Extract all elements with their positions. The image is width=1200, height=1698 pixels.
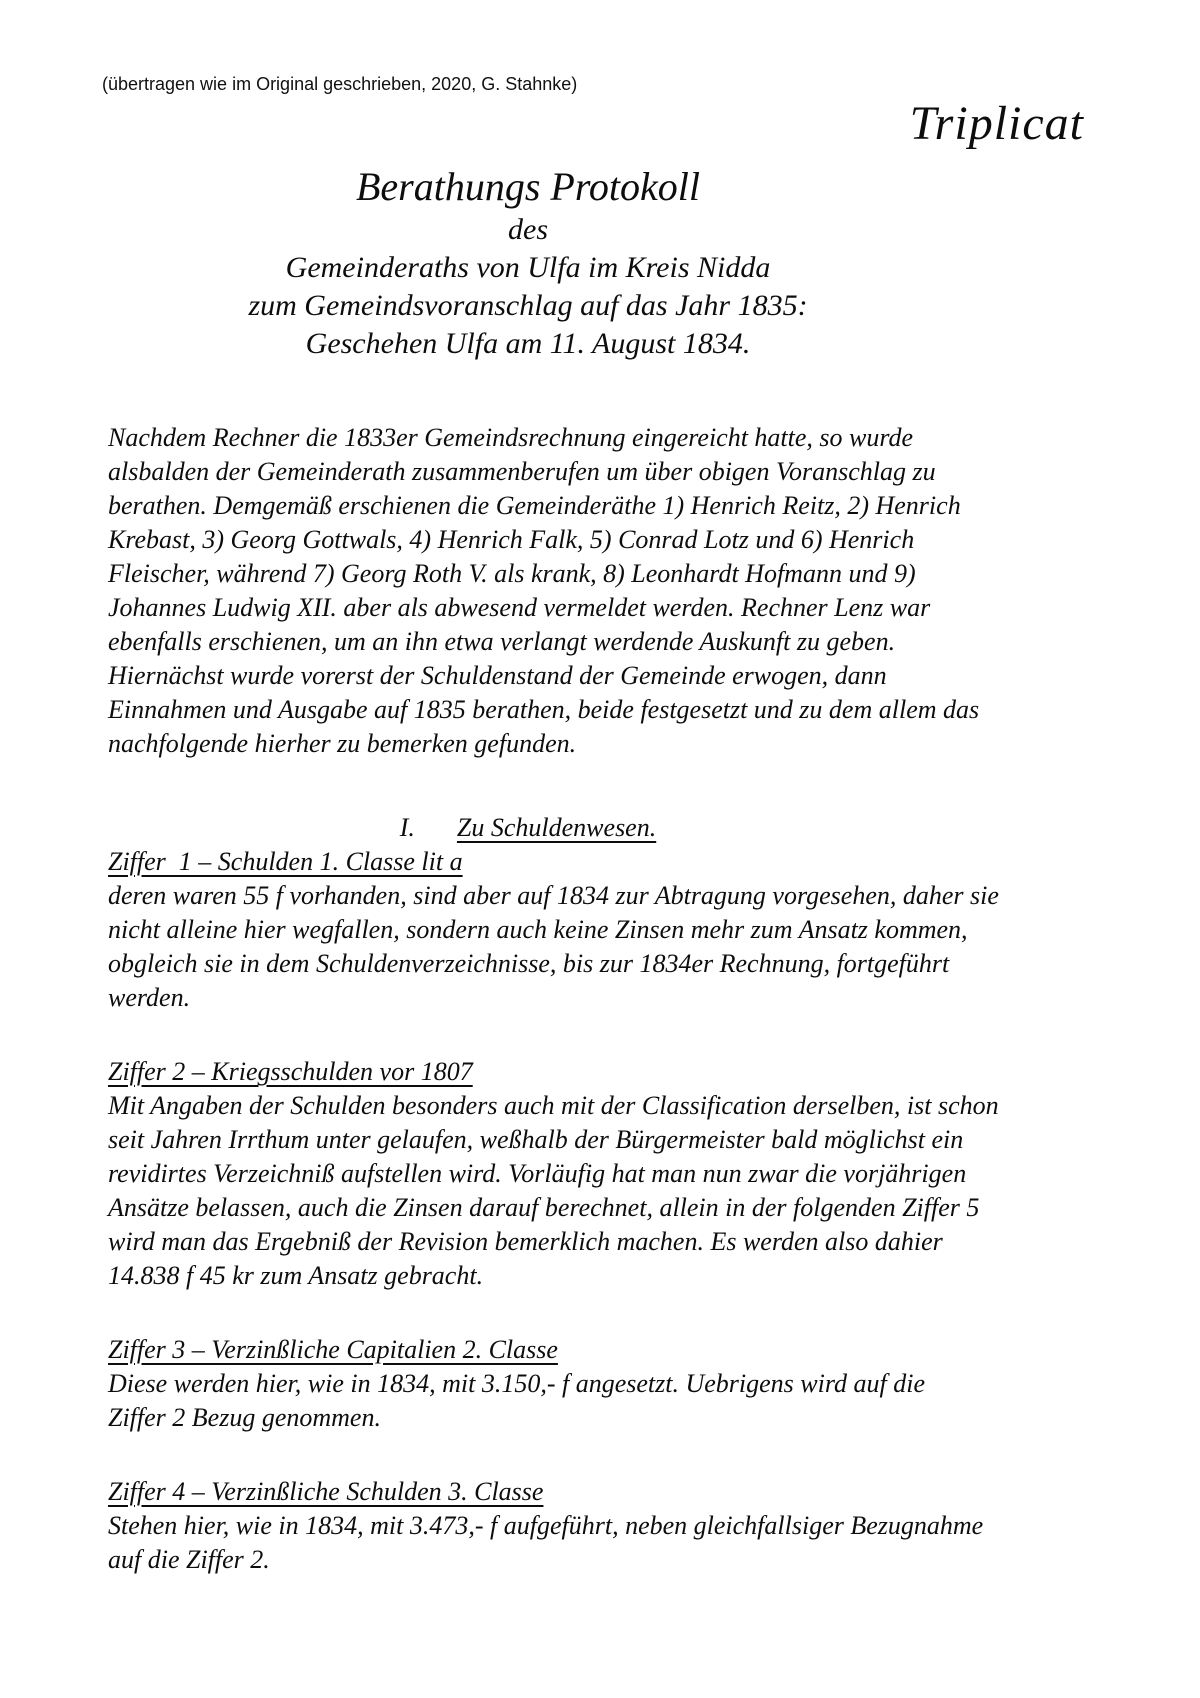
title-sub-line: des bbox=[508, 213, 548, 246]
paragraph-line: Ziffer 2 Bezug genommen. bbox=[108, 1403, 381, 1432]
paragraph-line: Einnahmen und Ausgabe auf 1835 berathen, beide festgesetzt und zu dem allem das bbox=[108, 695, 980, 724]
ziffer-1-section bbox=[108, 845, 1160, 1015]
title-sub-line: zum Gemeindsvoranschlag auf das Jahr 1835: bbox=[248, 289, 808, 322]
paragraph-line: nachfolgende hierher zu bemerken gefunden. bbox=[108, 729, 577, 758]
paragraph-line: Hiernächst wurde vorerst der Schuldenstand der Gemeinde erwogen, dann bbox=[108, 661, 887, 690]
paragraph-line: alsbalden der Gemeinderath zusammenberufen um über obigen Voranschlag zu bbox=[108, 457, 936, 486]
ziffer-2-section bbox=[108, 1055, 1160, 1293]
ziffer-4-heading: Ziffer 4 – Verzinßliche Schulden 3. Classe bbox=[108, 1477, 544, 1506]
paragraph-line: Ansätze belassen, auch die Zinsen darauf berechnet, allein in der folgenden Ziffer 5 bbox=[108, 1193, 980, 1222]
intro-paragraph bbox=[108, 421, 1160, 761]
transcription-note: (übertragen wie im Original geschrieben, 2020, G. Stahnke) bbox=[102, 74, 578, 94]
paragraph-line: wird man das Ergebniß der Revision bemerklich machen. Es werden also dahier bbox=[108, 1227, 943, 1256]
ziffer-1-heading: Ziffer 1 – Schulden 1. Classe lit a bbox=[108, 847, 463, 876]
ziffer-3-section bbox=[108, 1333, 1160, 1435]
paragraph-line: berathen. Demgemäß erschienen die Gemeinderäthe 1) Henrich Reitz, 2) Henrich bbox=[108, 491, 961, 520]
ziffer-2-heading: Ziffer 2 – Kriegsschulden vor 1807 bbox=[108, 1057, 473, 1086]
paragraph-line: deren waren 55 f vorhanden, sind aber auf 1834 zur Abtragung vorgesehen, daher sie bbox=[108, 881, 999, 910]
paragraph-line: nicht alleine hier wegfallen, sondern auch keine Zinsen mehr zum Ansatz kommen, bbox=[108, 915, 968, 944]
document-title: Berathungs Protokoll bbox=[355, 164, 701, 209]
title-sub-line: Gemeinderaths von Ulfa im Kreis Nidda bbox=[285, 251, 771, 284]
paragraph-line: obgleich sie in dem Schuldenverzeichnisse, bis zur 1834er Rechnung, fortgeführt bbox=[108, 949, 950, 978]
paragraph-line: Diese werden hier, wie in 1834, mit 3.150,- f angesetzt. Uebrigens wird auf die bbox=[108, 1369, 925, 1398]
paragraph-line: 14.838 f 45 kr zum Ansatz gebracht. bbox=[108, 1261, 484, 1290]
paragraph-line: seit Jahren Irrthum unter gelaufen, weßhalb der Bürgermeister bald möglichst ein bbox=[108, 1125, 964, 1154]
ziffer-3-heading: Ziffer 3 – Verzinßliche Capitalien 2. Classe bbox=[108, 1335, 558, 1364]
copy-label: Triplicat bbox=[909, 97, 1084, 150]
title-sub-line: Geschehen Ulfa am 11. August 1834. bbox=[305, 327, 751, 360]
paragraph-line: auf die Ziffer 2. bbox=[108, 1545, 270, 1574]
paragraph-line: Stehen hier, wie in 1834, mit 3.473,- f aufgeführt, neben gleichfallsiger Bezugnahme bbox=[108, 1511, 984, 1540]
title-block bbox=[108, 163, 948, 363]
paragraph-line: revidirtes Verzeichniß aufstellen wird. Vorläufig hat man nun zwar die vorjährigen bbox=[108, 1159, 967, 1188]
paragraph-line: ebenfalls erschienen, um an ihn etwa verlangt werdende Auskunft zu geben. bbox=[108, 627, 896, 656]
paragraph-line: Mit Angaben der Schulden besonders auch mit der Classification derselben, ist schon bbox=[108, 1091, 999, 1120]
paragraph-line: Fleischer, während 7) Georg Roth V. als krank, 8) Leonhardt Hofmann und 9) bbox=[108, 559, 916, 588]
paragraph-line: Nachdem Rechner die 1833er Gemeindsrechnung eingereicht hatte, so wurde bbox=[108, 423, 914, 452]
section-heading bbox=[108, 811, 948, 845]
section-numeral: I. bbox=[399, 813, 415, 842]
paragraph-line: werden. bbox=[108, 983, 191, 1012]
ziffer-4-section bbox=[108, 1475, 1160, 1577]
section-title: Zu Schuldenwesen. bbox=[456, 813, 657, 842]
paragraph-line: Krebast, 3) Georg Gottwals, 4) Henrich Falk, 5) Conrad Lotz und 6) Henrich bbox=[108, 525, 915, 554]
paragraph-line: Johannes Ludwig XII. aber als abwesend vermeldet werden. Rechner Lenz war bbox=[108, 593, 931, 622]
